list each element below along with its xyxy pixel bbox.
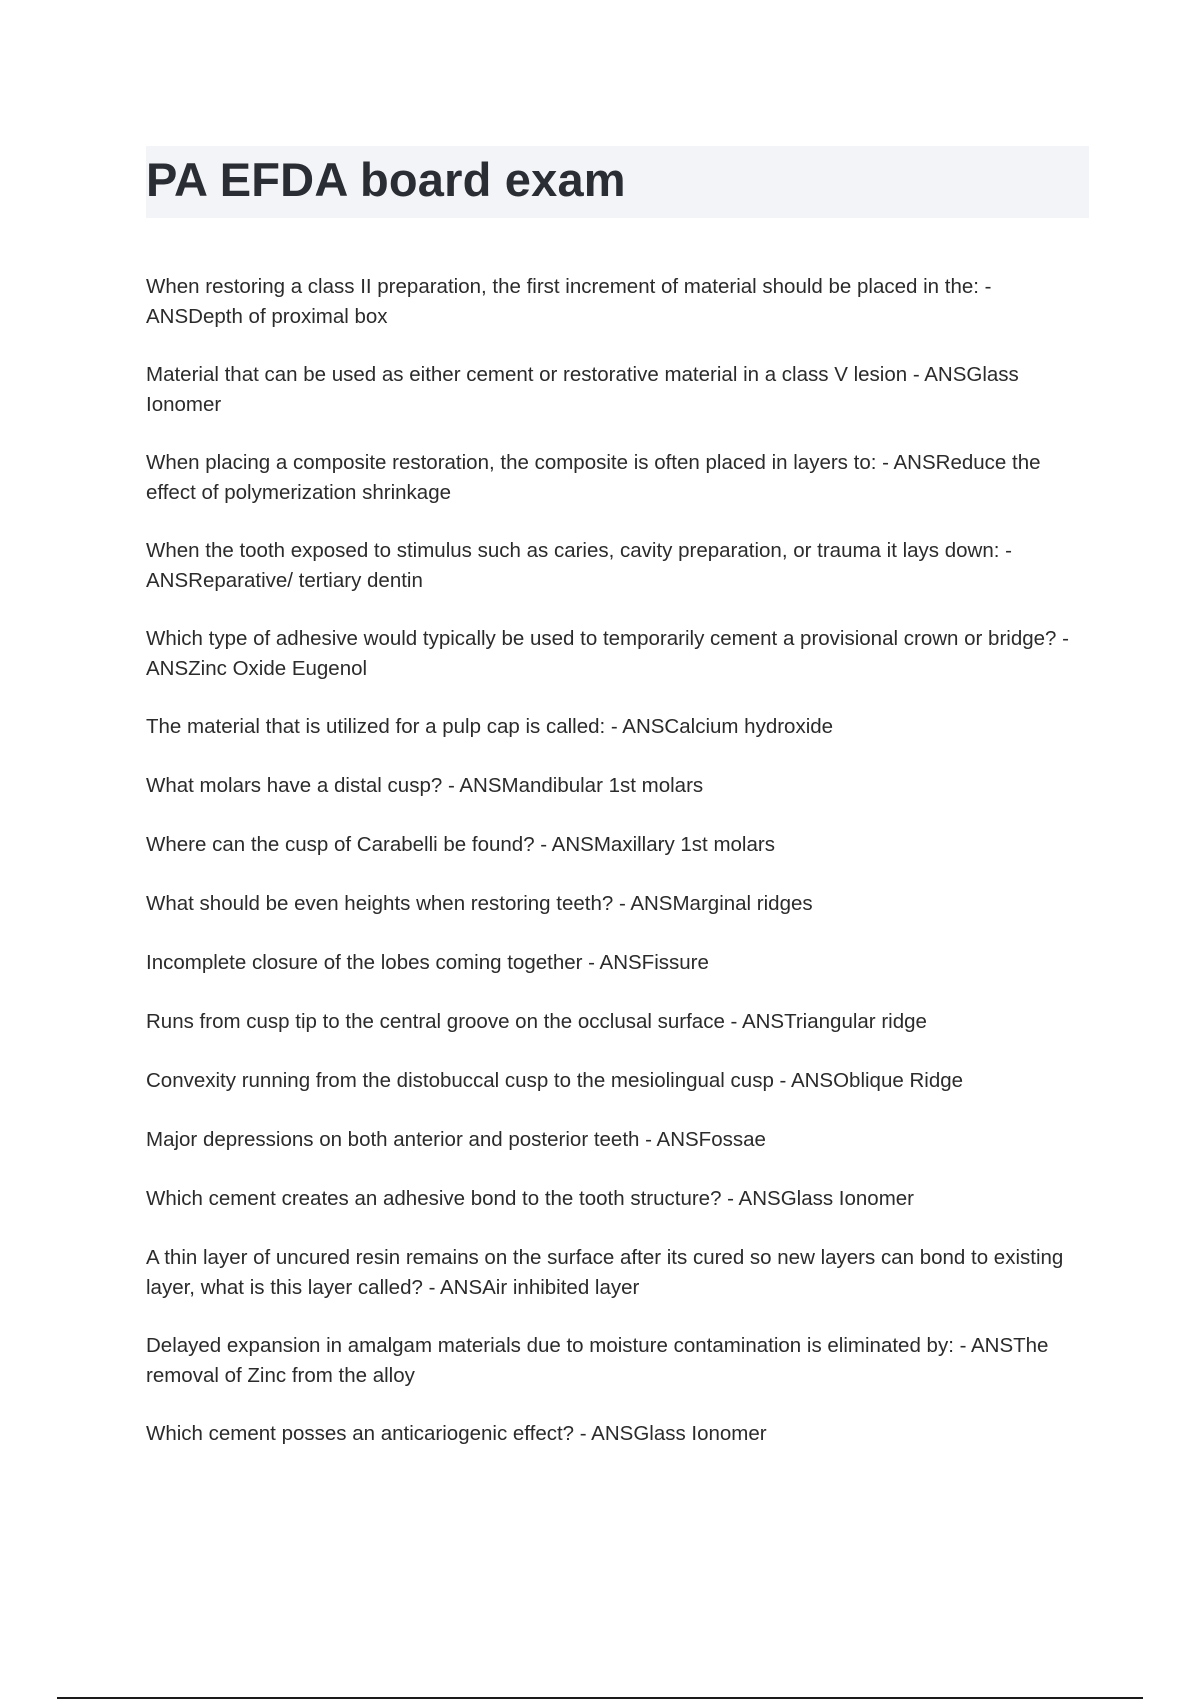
qa-item: Major depressions on both anterior and posterior teeth - ANSFossae: [146, 1128, 766, 1151]
qa-item: When placing a composite restoration, the composite is often placed in layers to: - ANSReduce the effect of polymerization shrinkage: [146, 451, 1041, 504]
qa-item: Which type of adhesive would typically be used to temporarily cement a provisional crown or bridge? - ANSZinc Oxide Eugenol: [146, 627, 1069, 680]
qa-item: The material that is utilized for a pulp cap is called: - ANSCalcium hydroxide: [146, 715, 834, 738]
page-title: PA EFDA board exam: [146, 153, 626, 206]
qa-item: Runs from cusp tip to the central groove on the occlusal surface - ANSTriangular ridge: [146, 1010, 927, 1033]
qa-item: Material that can be used as either cement or restorative material in a class V lesion - ANSGlass Ionomer: [146, 363, 1019, 416]
title-band: [146, 146, 1089, 218]
qa-list: [146, 272, 1089, 1478]
qa-item: Where can the cusp of Carabelli be found? - ANSMaxillary 1st molars: [146, 833, 775, 856]
qa-item: A thin layer of uncured resin remains on the surface after its cured so new layers can bond to existing layer, what is this layer called? - ANSAir inhibited layer: [146, 1246, 1064, 1299]
qa-item: Delayed expansion in amalgam materials due to moisture contamination is eliminated by: - ANSThe removal of Zinc from the alloy: [146, 1334, 1049, 1387]
qa-item: What should be even heights when restoring teeth? - ANSMarginal ridges: [146, 892, 813, 915]
qa-item: Convexity running from the distobuccal cusp to the mesiolingual cusp - ANSOblique Ridge: [146, 1069, 964, 1092]
qa-item: Which cement creates an adhesive bond to the tooth structure? - ANSGlass Ionomer: [146, 1187, 915, 1210]
qa-item: What molars have a distal cusp? - ANSMandibular 1st molars: [146, 774, 704, 797]
qa-item: When the tooth exposed to stimulus such as caries, cavity preparation, or trauma it lays down: - ANSReparative/ tertiary dentin: [146, 539, 1012, 592]
qa-item: Which cement posses an anticariogenic effect? - ANSGlass Ionomer: [146, 1422, 767, 1445]
qa-item: Incomplete closure of the lobes coming together - ANSFissure: [146, 951, 709, 974]
footer-divider: [57, 1697, 1143, 1699]
qa-item: When restoring a class II preparation, the first increment of material should be placed in the: - ANSDepth of proximal box: [146, 275, 992, 328]
